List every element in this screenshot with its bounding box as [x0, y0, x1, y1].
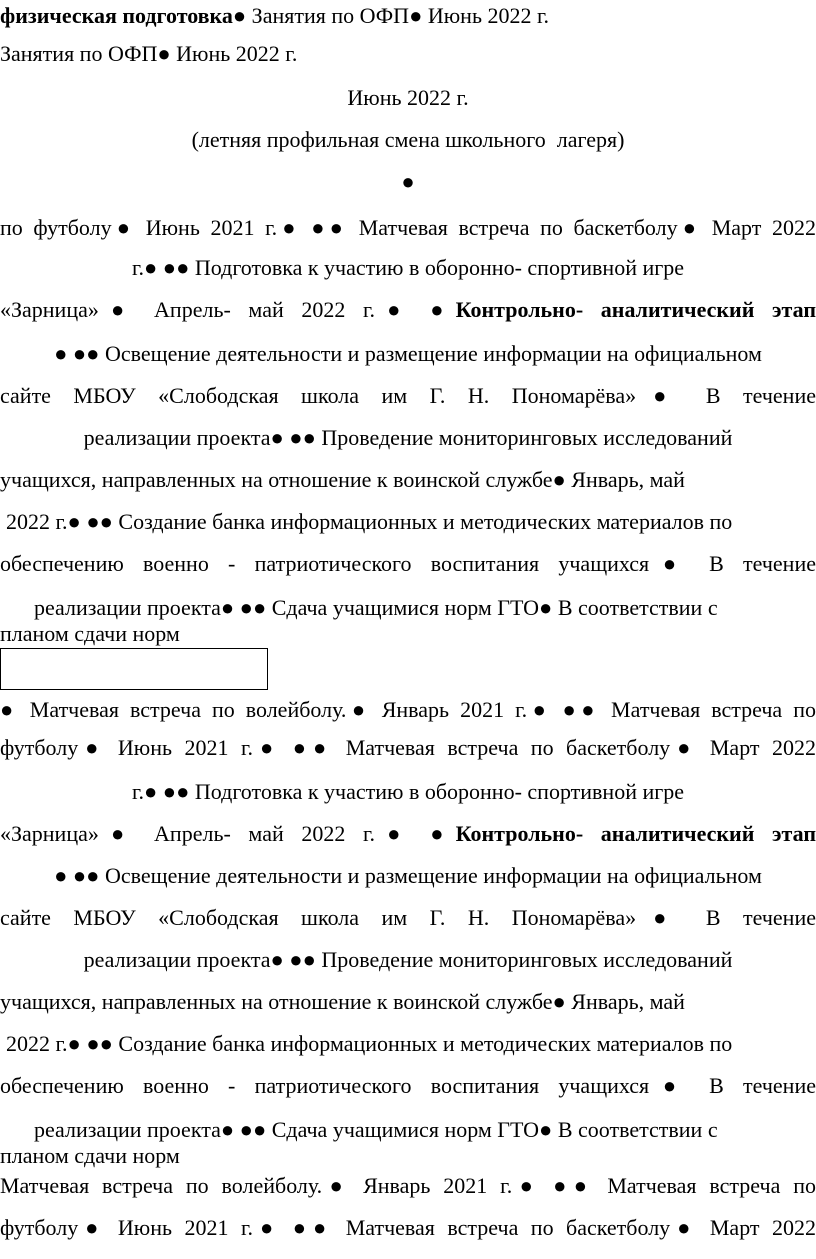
line-16: ● Матчевая встреча по волейболу.● Январь 2021 г.● ●● Матчевая встреча по	[0, 697, 816, 722]
line-21: сайте МБОУ «Слободская школа им Г. Н. Пономарёва»● В течение	[0, 905, 816, 930]
line-5: по футболу● Июнь 2021 г.● ●● Матчевая встреча по баскетболу● Март 2022	[0, 215, 816, 240]
empty-table-cell	[0, 648, 268, 690]
line-7: «Зарница»● Апрель- май 2022 г.● ●Контрольно- аналитический этап	[0, 297, 816, 322]
line-9: сайте МБОУ «Слободская школа им Г. Н. Пономарёва»● В течение	[0, 383, 816, 408]
line-19: «Зарница»● Апрель- май 2022 г.● ●Контрольно- аналитический этап	[0, 821, 816, 846]
line-28: Матчевая встреча по волейболу.● Январь 2021 г.● ●● Матчевая встреча по	[0, 1173, 816, 1198]
line-25: обеспечению военно - патриотического воспитания учащихся● В течение	[0, 1073, 816, 1098]
line-1: Занятия по ОФП● Июнь 2022 г.	[0, 41, 298, 66]
line-3: (летняя профильная смена школьного лагеря)	[191, 127, 625, 152]
line-22: реализации проекта● ●● Проведение мониторинговых исследований	[83, 947, 733, 972]
line-0: физическая подготовка● Занятия по ОФП● Июнь 2022 г.	[0, 3, 550, 28]
line-15: планом сдачи норм	[0, 621, 180, 646]
line-4: ●	[401, 169, 415, 194]
line-29: футболу● Июнь 2021 г.● ●● Матчевая встреча по баскетболу● Март 2022	[0, 1215, 816, 1240]
line-8: ● ●● Освещение деятельности и размещение информации на официальном	[54, 341, 762, 366]
line-2: Июнь 2022 г.	[347, 85, 469, 110]
line-6: г.● ●● Подготовка к участию в оборонно- спортивной игре	[131, 255, 685, 280]
line-17: футболу● Июнь 2021 г.● ●● Матчевая встреча по баскетболу● Март 2022	[0, 735, 816, 760]
line-14: реализации проекта● ●● Сдача учащимися норм ГТО● В соответствии с	[34, 595, 718, 620]
line-20: ● ●● Освещение деятельности и размещение информации на официальном	[54, 863, 762, 888]
line-10: реализации проекта● ●● Проведение мониторинговых исследований	[83, 425, 733, 450]
line-13: обеспечению военно - патриотического воспитания учащихся● В течение	[0, 551, 816, 576]
line-26: реализации проекта● ●● Сдача учащимися норм ГТО● В соответствии с	[34, 1117, 718, 1142]
line-12: 2022 г.● ●● Создание банка информационных и методических материалов по	[6, 509, 733, 534]
line-24: 2022 г.● ●● Создание банка информационных и методических материалов по	[6, 1031, 733, 1056]
line-23: учащихся, направленных на отношение к воинской службе● Январь, май	[0, 989, 685, 1014]
line-27: планом сдачи норм	[0, 1143, 180, 1168]
line-11: учащихся, направленных на отношение к воинской службе● Январь, май	[0, 467, 685, 492]
line-18: г.● ●● Подготовка к участию в оборонно- спортивной игре	[131, 779, 685, 804]
